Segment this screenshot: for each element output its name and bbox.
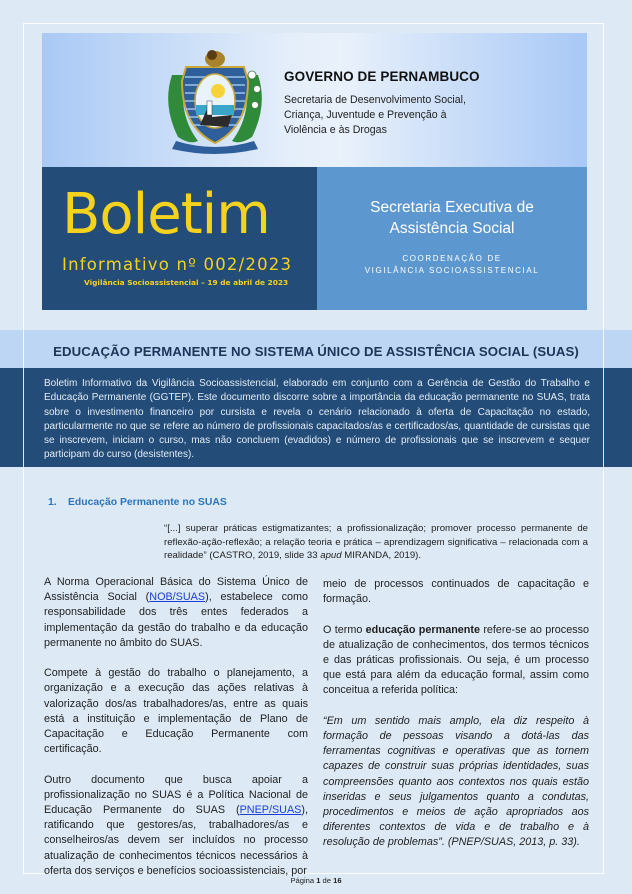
secretariat-line: Violência e às Drogas [284,124,387,136]
paragraph-text: refere-se ao processo de atualização de conhecimentos, dos termos técnicos e das práticas profissionais. Ou seja, é um processo que está para além da educação formal, assim como conceitua a referida política: [323,623,589,697]
secretariat-line: Secretaria de Desenvolvimento Social, [284,94,466,106]
section-number: 1. [48,497,57,508]
executive-secretariat-line: Secretaria Executiva de [370,199,534,216]
government-title: GOVERNO DE PERNAMBUCO [284,69,480,84]
section-heading [48,497,227,508]
section-title: Educação Permanente no SUAS [68,497,227,508]
executive-secretariat [317,197,587,239]
left-column [44,575,308,894]
summary-band [0,368,632,467]
paragraph-text: ), estabelece como responsabilidade dos três entes federados a implementação da gestão do trabalho e da educação permanente no âmbito do SUAS. [44,591,308,649]
paragraph-text: Outro documento que busca apoiar a profissionalização no SUAS é a Política Nacional de Educação Permanente do SUAS ( [44,773,308,817]
paragraph-text: ), ratificando que gestores/as, trabalhadores/as e conselheiros/as devem ser incluídos no processo atualização de conhecimentos técnicos necessários à oferta dos serviços e benefícios socioassistenciais, por [44,804,308,877]
secretariat-line: Criança, Juventude e Prevenção à [284,109,447,121]
epigraph-citation: MIRANDA, 2019). [341,550,422,562]
current-page-number: 1 [316,876,321,885]
page-footer [0,876,632,885]
coordination-line: VIGILÂNCIA SOCIOASSISTENCIAL [364,266,540,275]
secretariat-name [284,93,484,138]
coordination-line: COORDENAÇÃO DE [402,254,502,263]
paragraph [44,575,308,651]
nob-suas-link[interactable]: NOB/SUAS [149,591,206,604]
boletim-masthead [42,167,317,310]
footer-label: de [320,876,334,885]
footer-label: Página [290,876,317,885]
epigraph-text: “[...] superar práticas estigmatizantes; a profissionalização; promover processo permanente de reflexão-ação-reflexão; a relação teoria e prática – aprendizagem significativa – relacionada com a realidade” (CASTRO, 2019, slide 33 [164,523,588,562]
boletim-title: Boletim [62,182,270,247]
emphasis-term: educação permanente [365,623,480,636]
pnep-suas-link[interactable]: PNEP/SUAS [239,804,302,817]
page-border-segment [23,330,24,467]
paragraph [323,623,589,699]
document-title: EDUCAÇÃO PERMANENTE NO SISTEMA ÚNICO DE ASSISTÊNCIA SOCIAL (SUAS) [53,344,579,359]
paragraph [44,773,308,879]
page-border-segment [603,330,604,467]
paragraph: meio de processos continuados de capacitação e formação. [323,578,589,606]
epigraph-apud: apud [320,550,342,562]
right-column [323,577,589,866]
coat-of-arms-icon [160,45,270,157]
paragraph-text: O termo [323,623,366,636]
executive-secretariat-panel [317,167,587,310]
boletim-date: Vigilância Socioassistencial – 19 de abril de 2023 [84,278,289,287]
document-title-band [0,330,632,368]
executive-secretariat-line: Assistência Social [389,220,515,237]
block-quote: “Em um sentido mais amplo, ela diz respeito à formação de pessoas visando a dotá-las das ferramentas cognitivas e operativas que as tornem capazes de construir suas próprias identidades, suas compreensões quanto aos contextos nos quais estão inseridas e seus julgamentos quanto a condutas, procedimentos e meios de ação apropriados aos diferentes contextos de vida e de trabalho e à resolução de problemas”. (PNEP/SUAS, 2013, p. 33). [323,714,589,849]
paragraph: Compete à gestão do trabalho o planejamento, a organização e a execução das ações relativas à valorização dos/as trabalhadores/as, entre as quais está a instituição e implementação de Plano de Capacitação e Educação Permanente com certificação. [44,667,308,756]
paragraph-text: A Norma Operacional Básica do Sistema Único de Assistência Social ( [44,576,308,604]
boletim-number: Informativo nº 002/2023 [62,255,293,274]
epigraph-quote [164,522,588,563]
coordination [317,253,587,277]
total-pages-number: 16 [333,876,342,885]
summary-text: Boletim Informativo da Vigilância Socioassistencial, elaborado em conjunto com a Gerência de Gestão do Trabalho e Educação Permanente (GGTEP). Este documento discorre sobre a importância da educação permanente no SUAS, trata sobre o investimento financeiro por cursista e revela o cenário relacionado à oferta de Capacitação no estado, particularmente no que se refere ao número de profissionais capacitados/as e certificados/as, quantidade de cursistas que se inscrevem, iniciam o curso, mas não concluem (evadidos) e número de profissionais que se inscrevem e sequer participam do curso (desistentes). [44,378,590,461]
header-banner [42,33,587,167]
